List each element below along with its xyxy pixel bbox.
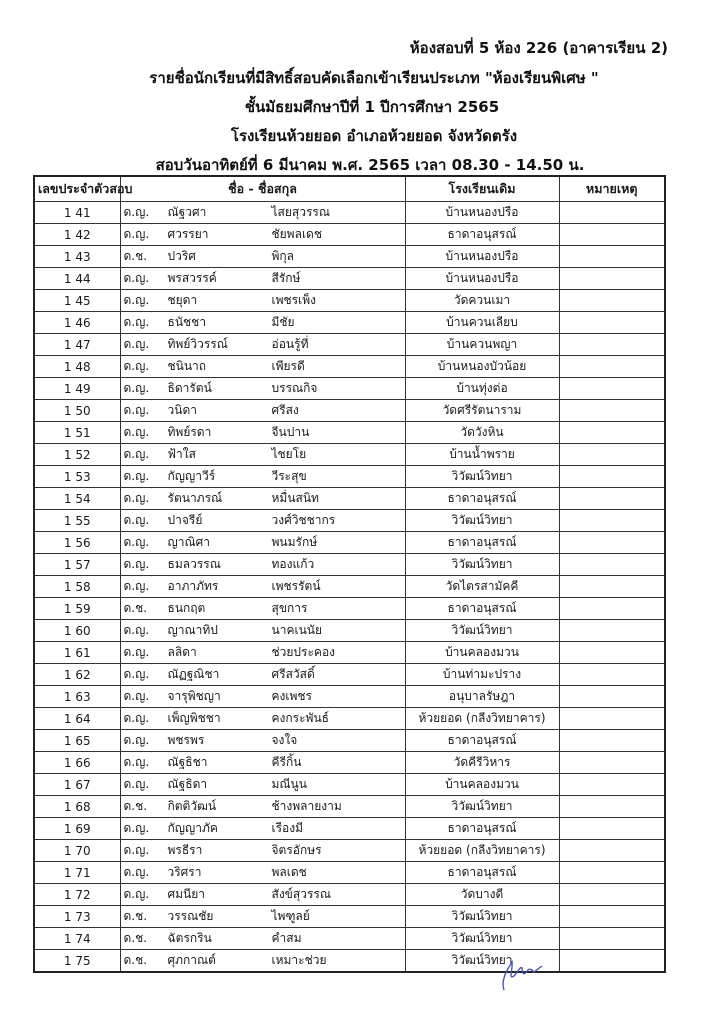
student-roster-table <box>33 175 666 973</box>
name-cell <box>120 818 405 840</box>
last-name: เรืองมี <box>271 821 304 835</box>
table-row <box>34 752 665 774</box>
column-header-exam-id: เลขประจำตัวสอบ <box>34 176 120 202</box>
last-name: ทองแก้ว <box>271 557 315 571</box>
name-prefix: ด.ญ. <box>123 403 150 417</box>
remarks-cell <box>559 796 665 818</box>
first-name: ณัฐธิดา <box>167 777 208 791</box>
last-name: คงกระพันธ์ <box>271 711 329 725</box>
previous-school-cell: วัดควนเมา <box>405 290 559 312</box>
first-name: ปวริศ <box>167 249 196 263</box>
exam-id-cell: 1 54 <box>34 488 120 510</box>
remarks-cell <box>559 620 665 642</box>
exam-id-cell: 1 69 <box>34 818 120 840</box>
first-name: ปาจรีย์ <box>167 513 203 527</box>
last-name: คีรีกิ้น <box>271 755 302 769</box>
name-prefix: ด.ช. <box>123 249 148 263</box>
name-cell <box>120 488 405 510</box>
first-name: ศุภกาณต์ <box>167 953 216 967</box>
name-cell <box>120 268 405 290</box>
exam-id-cell: 1 72 <box>34 884 120 906</box>
column-header-remarks: หมายเหตุ <box>559 176 665 202</box>
name-prefix: ด.ญ. <box>123 469 150 483</box>
table-row <box>34 554 665 576</box>
last-name: มีชัย <box>271 315 295 329</box>
exam-id-cell: 1 47 <box>34 334 120 356</box>
exam-id-cell: 1 58 <box>34 576 120 598</box>
name-cell <box>120 422 405 444</box>
previous-school-cell: บ้านหนองปรือ <box>405 268 559 290</box>
remarks-cell <box>559 378 665 400</box>
first-name: ธนัชชา <box>167 315 207 329</box>
remarks-cell <box>559 356 665 378</box>
previous-school-cell: ธาดาอนุสรณ์ <box>405 532 559 554</box>
table-row <box>34 818 665 840</box>
remarks-cell <box>559 268 665 290</box>
exam-id-cell: 1 50 <box>34 400 120 422</box>
name-cell <box>120 334 405 356</box>
name-cell <box>120 598 405 620</box>
table-row <box>34 290 665 312</box>
last-name: จิตรอักษร <box>271 843 322 857</box>
first-name: กิตติวัฒน์ <box>167 799 217 813</box>
name-prefix: ด.ญ. <box>123 535 150 549</box>
previous-school-cell: วิวัฒน์วิทยา <box>405 928 559 950</box>
signature-mark <box>496 956 546 996</box>
first-name: ลลิดา <box>167 645 197 659</box>
name-prefix: ด.ญ. <box>123 271 150 285</box>
exam-id-cell: 1 64 <box>34 708 120 730</box>
table-row <box>34 950 665 973</box>
first-name: ณัฏฐณิชา <box>167 667 220 681</box>
exam-id-cell: 1 43 <box>34 246 120 268</box>
name-cell <box>120 884 405 906</box>
name-prefix: ด.ญ. <box>123 887 150 901</box>
exam-id-cell: 1 67 <box>34 774 120 796</box>
exam-id-cell: 1 52 <box>34 444 120 466</box>
first-name: กัญญาภัค <box>167 821 218 835</box>
table-row <box>34 268 665 290</box>
exam-id-cell: 1 45 <box>34 290 120 312</box>
previous-school-cell: บ้านคลองมวน <box>405 774 559 796</box>
remarks-cell <box>559 444 665 466</box>
name-prefix: ด.ญ. <box>123 293 150 307</box>
name-prefix: ด.ญ. <box>123 623 150 637</box>
exam-id-cell: 1 49 <box>34 378 120 400</box>
previous-school-cell: วิวัฒน์วิทยา <box>405 796 559 818</box>
previous-school-cell: บ้านหนองบัวน้อย <box>405 356 559 378</box>
last-name: ชัยพลเดช <box>271 227 322 241</box>
previous-school-cell: ธาดาอนุสรณ์ <box>405 224 559 246</box>
last-name: วงศ์วิชชากร <box>271 513 336 527</box>
remarks-cell <box>559 950 665 973</box>
last-name: ศรีสวัสดิ์ <box>271 667 315 681</box>
first-name: วริศรา <box>167 865 202 879</box>
name-prefix: ด.ญ. <box>123 491 150 505</box>
name-prefix: ด.ช. <box>123 799 148 813</box>
previous-school-cell: วิวัฒน์วิทยา <box>405 620 559 642</box>
first-name: รัตนาภรณ์ <box>167 491 223 505</box>
remarks-cell <box>559 290 665 312</box>
last-name: เพชรเพ็ง <box>271 293 316 307</box>
previous-school-cell: วิวัฒน์วิทยา <box>405 950 559 973</box>
name-prefix: ด.ญ. <box>123 843 150 857</box>
last-name: จีนปาน <box>271 425 310 439</box>
first-name: ณัฐธิชา <box>167 755 208 769</box>
remarks-cell <box>559 686 665 708</box>
name-cell <box>120 576 405 598</box>
remarks-cell <box>559 202 665 224</box>
first-name: กัญญาวีร์ <box>167 469 216 483</box>
first-name: ฉัตรกริน <box>167 931 212 945</box>
table-row <box>34 862 665 884</box>
exam-id-cell: 1 44 <box>34 268 120 290</box>
school-heading: โรงเรียนห้วยยอด อำเภอห้วยยอด จังหวัดตรัง <box>230 127 518 145</box>
remarks-cell <box>559 598 665 620</box>
name-prefix: ด.ญ. <box>123 821 150 835</box>
name-cell <box>120 620 405 642</box>
table-row <box>34 796 665 818</box>
table-row <box>34 642 665 664</box>
name-prefix: ด.ช. <box>123 931 148 945</box>
name-prefix: ด.ญ. <box>123 447 150 461</box>
previous-school-cell: วัดวังหิน <box>405 422 559 444</box>
previous-school-cell: บ้านท่ามะปราง <box>405 664 559 686</box>
first-name: ธนกฤต <box>167 601 206 615</box>
first-name: จารุพิชญา <box>167 689 221 703</box>
remarks-cell <box>559 642 665 664</box>
name-prefix: ด.ญ. <box>123 733 150 747</box>
table-row <box>34 422 665 444</box>
column-header-previous-school: โรงเรียนเดิม <box>405 176 559 202</box>
name-cell <box>120 730 405 752</box>
remarks-cell <box>559 422 665 444</box>
name-cell <box>120 554 405 576</box>
name-cell <box>120 708 405 730</box>
table-row <box>34 576 665 598</box>
name-cell <box>120 642 405 664</box>
name-cell <box>120 246 405 268</box>
name-prefix: ด.ญ. <box>123 667 150 681</box>
table-row <box>34 224 665 246</box>
name-prefix: ด.ญ. <box>123 645 150 659</box>
exam-id-cell: 1 73 <box>34 906 120 928</box>
remarks-cell <box>559 752 665 774</box>
exam-id-cell: 1 51 <box>34 422 120 444</box>
name-prefix: ด.ญ. <box>123 755 150 769</box>
table-row <box>34 774 665 796</box>
last-name: อ่อนรู้ที่ <box>271 337 309 351</box>
name-cell <box>120 950 405 973</box>
name-cell <box>120 444 405 466</box>
previous-school-cell: ธาดาอนุสรณ์ <box>405 488 559 510</box>
table-row <box>34 246 665 268</box>
name-cell <box>120 510 405 532</box>
exam-id-cell: 1 70 <box>34 840 120 862</box>
first-name: ทิพย์รดา <box>167 425 212 439</box>
last-name: วีระสุข <box>271 469 307 483</box>
table-row <box>34 334 665 356</box>
last-name: ไชยโย <box>271 447 307 461</box>
table-row <box>34 884 665 906</box>
previous-school-cell: ธาดาอนุสรณ์ <box>405 598 559 620</box>
remarks-cell <box>559 906 665 928</box>
table-row <box>34 686 665 708</box>
table-row <box>34 510 665 532</box>
last-name: เหมาะช่วย <box>271 953 327 967</box>
table-row <box>34 906 665 928</box>
last-name: ไพฑูลย์ <box>271 909 310 923</box>
name-prefix: ด.ญ. <box>123 513 150 527</box>
table-row <box>34 488 665 510</box>
name-cell <box>120 378 405 400</box>
remarks-cell <box>559 466 665 488</box>
name-cell <box>120 862 405 884</box>
name-prefix: ด.ญ. <box>123 205 150 219</box>
table-row <box>34 532 665 554</box>
name-prefix: ด.ญ. <box>123 777 150 791</box>
first-name: วนิดา <box>167 403 197 417</box>
table-row <box>34 466 665 488</box>
table-row <box>34 664 665 686</box>
table-row <box>34 202 665 224</box>
first-name: ญาณาทิป <box>167 623 218 637</box>
remarks-cell <box>559 664 665 686</box>
first-name: ศมนียา <box>167 887 205 901</box>
last-name: คำสม <box>271 931 302 945</box>
last-name: พิกุล <box>271 249 295 263</box>
remarks-cell <box>559 510 665 532</box>
name-prefix: ด.ญ. <box>123 865 150 879</box>
name-prefix: ด.ญ. <box>123 315 150 329</box>
last-name: พนมรักษ์ <box>271 535 318 549</box>
previous-school-cell: วัดศรีรัตนาราม <box>405 400 559 422</box>
first-name: ธมลวรรณ <box>167 557 221 571</box>
previous-school-cell: วัดไตรสามัคคี <box>405 576 559 598</box>
previous-school-cell: ธาดาอนุสรณ์ <box>405 862 559 884</box>
last-name: ช้างพลายงาม <box>271 799 342 813</box>
last-name: หมื่นสนิท <box>271 491 319 505</box>
previous-school-cell: บ้านควนพญา <box>405 334 559 356</box>
name-cell <box>120 532 405 554</box>
exam-id-cell: 1 57 <box>34 554 120 576</box>
exam-id-cell: 1 56 <box>34 532 120 554</box>
first-name: ธิดารัตน์ <box>167 381 212 395</box>
remarks-cell <box>559 730 665 752</box>
name-cell <box>120 356 405 378</box>
exam-id-cell: 1 68 <box>34 796 120 818</box>
table-row <box>34 444 665 466</box>
previous-school-cell: บ้านหนองปรือ <box>405 246 559 268</box>
name-cell <box>120 906 405 928</box>
remarks-cell <box>559 400 665 422</box>
previous-school-cell: วิวัฒน์วิทยา <box>405 554 559 576</box>
table-row <box>34 312 665 334</box>
previous-school-cell: วัดคีรีวิหาร <box>405 752 559 774</box>
table-body <box>34 202 665 973</box>
name-prefix: ด.ญ. <box>123 227 150 241</box>
remarks-cell <box>559 224 665 246</box>
name-cell <box>120 752 405 774</box>
previous-school-cell: อนุบาลรัษฎา <box>405 686 559 708</box>
previous-school-cell: บ้านทุ่งต่อ <box>405 378 559 400</box>
signature-stroke <box>503 962 542 990</box>
name-prefix: ด.ญ. <box>123 381 150 395</box>
previous-school-cell: ห้วยยอด (กลีงวิทยาคาร) <box>405 708 559 730</box>
last-name: ช่วยประคอง <box>271 645 336 659</box>
name-cell <box>120 774 405 796</box>
exam-id-cell: 1 42 <box>34 224 120 246</box>
previous-school-cell: บ้านควนเลียบ <box>405 312 559 334</box>
exam-id-cell: 1 55 <box>34 510 120 532</box>
first-name: ณัฐวศา <box>167 205 207 219</box>
remarks-cell <box>559 576 665 598</box>
last-name: สีรักษ์ <box>271 271 301 285</box>
name-prefix: ด.ช. <box>123 909 148 923</box>
remarks-cell <box>559 312 665 334</box>
last-name: เพียรดี <box>271 359 305 373</box>
name-cell <box>120 466 405 488</box>
name-prefix: ด.ญ. <box>123 337 150 351</box>
exam-id-cell: 1 46 <box>34 312 120 334</box>
table-row <box>34 378 665 400</box>
last-name: ไสยสุวรรณ <box>271 205 330 219</box>
previous-school-cell: บ้านหนองปรือ <box>405 202 559 224</box>
exam-id-cell: 1 48 <box>34 356 120 378</box>
remarks-cell <box>559 928 665 950</box>
table-row <box>34 400 665 422</box>
first-name: วรรณชัย <box>167 909 214 923</box>
first-name: ฟ้าใส <box>167 447 196 461</box>
last-name: ศรีสง <box>271 403 299 417</box>
remarks-cell <box>559 488 665 510</box>
name-cell <box>120 312 405 334</box>
first-name: ศวรรยา <box>167 227 209 241</box>
table-row <box>34 730 665 752</box>
table-header-row <box>34 176 665 202</box>
exam-id-cell: 1 62 <box>34 664 120 686</box>
first-name: ญาณิศา <box>167 535 210 549</box>
name-prefix: ด.ช. <box>123 601 148 615</box>
exam-id-cell: 1 74 <box>34 928 120 950</box>
previous-school-cell: วิวัฒน์วิทยา <box>405 466 559 488</box>
grade-year-heading: ชั้นมัธยมศึกษาปีที่ 1 ปีการศึกษา 2565 <box>244 98 500 116</box>
name-prefix: ด.ช. <box>123 953 148 967</box>
column-header-name: ชื่อ - ชื่อสกุล <box>120 176 405 202</box>
remarks-cell <box>559 246 665 268</box>
last-name: บรรณกิจ <box>271 381 318 395</box>
name-cell <box>120 290 405 312</box>
exam-id-cell: 1 66 <box>34 752 120 774</box>
last-name: นาคเนนัย <box>271 623 323 637</box>
table-row <box>34 708 665 730</box>
previous-school-cell: ธาดาอนุสรณ์ <box>405 730 559 752</box>
name-prefix: ด.ญ. <box>123 689 150 703</box>
name-prefix: ด.ญ. <box>123 359 150 373</box>
previous-school-cell: บ้านน้ำพราย <box>405 444 559 466</box>
last-name: มณีนูน <box>271 777 307 791</box>
last-name: สุขการ <box>271 601 308 615</box>
remarks-cell <box>559 708 665 730</box>
previous-school-cell: วิวัฒน์วิทยา <box>405 906 559 928</box>
last-name: เพชรรัตน์ <box>271 579 321 593</box>
exam-id-cell: 1 61 <box>34 642 120 664</box>
exam-room-heading: ห้องสอบที่ 5 ห้อง 226 (อาคารเรียน 2) <box>409 39 668 57</box>
name-cell <box>120 664 405 686</box>
exam-id-cell: 1 65 <box>34 730 120 752</box>
exam-id-cell: 1 41 <box>34 202 120 224</box>
exam-id-cell: 1 60 <box>34 620 120 642</box>
name-prefix: ด.ญ. <box>123 425 150 439</box>
exam-id-cell: 1 53 <box>34 466 120 488</box>
previous-school-cell: วัดบางดี <box>405 884 559 906</box>
first-name: ทิพย์วิวรรณ์ <box>167 337 228 351</box>
first-name: พรธีรา <box>167 843 203 857</box>
name-cell <box>120 686 405 708</box>
name-cell <box>120 796 405 818</box>
first-name: อาภาภัทร <box>167 579 219 593</box>
previous-school-cell: บ้านคลองมวน <box>405 642 559 664</box>
remarks-cell <box>559 862 665 884</box>
exam-id-cell: 1 59 <box>34 598 120 620</box>
first-name: ชนินาถ <box>167 359 207 373</box>
first-name: พรสวรรค์ <box>167 271 217 285</box>
exam-date-heading: สอบวันอาทิตย์ที่ 6 มีนาคม พ.ศ. 2565 เวลา 08.30 - 14.50 น. <box>155 156 585 174</box>
previous-school-cell: วิวัฒน์วิทยา <box>405 510 559 532</box>
table-row <box>34 598 665 620</box>
last-name: จงใจ <box>271 733 298 747</box>
document-title: รายชื่อนักเรียนที่มีสิทธิ์สอบคัดเลือกเข้าเรียนประเภท "ห้องเรียนพิเศษ " <box>149 69 599 87</box>
remarks-cell <box>559 818 665 840</box>
remarks-cell <box>559 884 665 906</box>
last-name: คงเพชร <box>271 689 312 703</box>
remarks-cell <box>559 774 665 796</box>
table-row <box>34 356 665 378</box>
previous-school-cell: ธาดาอนุสรณ์ <box>405 818 559 840</box>
table-row <box>34 620 665 642</box>
name-cell <box>120 400 405 422</box>
name-cell <box>120 202 405 224</box>
name-prefix: ด.ญ. <box>123 557 150 571</box>
remarks-cell <box>559 532 665 554</box>
name-prefix: ด.ญ. <box>123 711 150 725</box>
previous-school-cell: ห้วยยอด (กลีงวิทยาคาร) <box>405 840 559 862</box>
name-prefix: ด.ญ. <box>123 579 150 593</box>
exam-id-cell: 1 63 <box>34 686 120 708</box>
first-name: พชรพร <box>167 733 205 747</box>
first-name: เพ็ญพิชชา <box>167 711 221 725</box>
remarks-cell <box>559 840 665 862</box>
exam-id-cell: 1 71 <box>34 862 120 884</box>
table-row <box>34 840 665 862</box>
table-row <box>34 928 665 950</box>
first-name: ชยุดา <box>167 293 198 307</box>
name-cell <box>120 840 405 862</box>
last-name: สังข์สุวรรณ <box>271 887 331 901</box>
name-cell <box>120 928 405 950</box>
exam-id-cell: 1 75 <box>34 950 120 973</box>
remarks-cell <box>559 334 665 356</box>
last-name: พลเดช <box>271 865 307 879</box>
remarks-cell <box>559 554 665 576</box>
name-cell <box>120 224 405 246</box>
